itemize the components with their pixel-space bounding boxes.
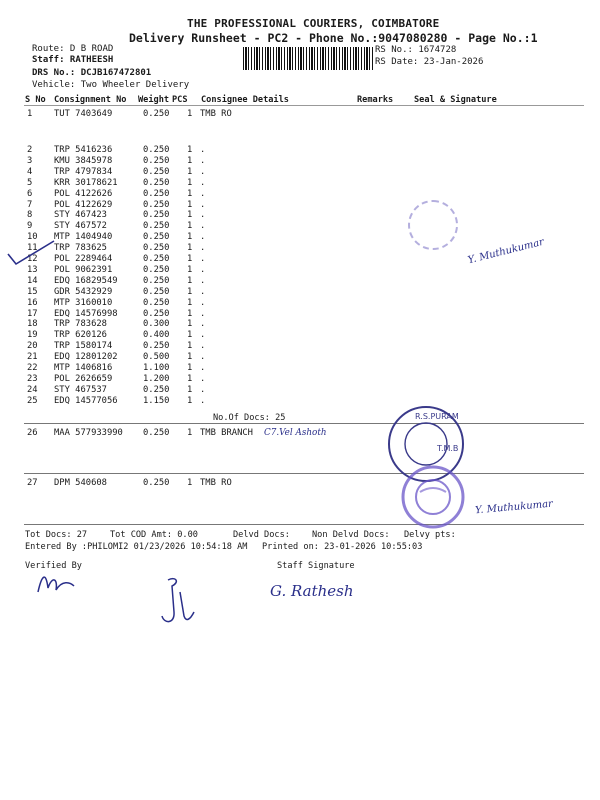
- table-row: [0, 167, 600, 178]
- row-pcs: 1: [187, 275, 193, 286]
- staff-label: Staff: RATHEESH: [32, 55, 114, 65]
- row-consignment: MTP 1406816: [54, 363, 113, 373]
- row-pcs: 1: [187, 199, 193, 210]
- row-details: .: [200, 210, 206, 221]
- row-pcs: 1: [187, 188, 193, 199]
- table-row: [0, 287, 600, 298]
- row-pcs: 1: [187, 319, 193, 330]
- header-rule: [24, 105, 584, 106]
- row-sno: 20: [27, 341, 38, 352]
- row-consignment: TRP 620126: [54, 330, 107, 341]
- row-weight: 0.250: [143, 243, 170, 254]
- row-weight: 0.250: [143, 254, 170, 264]
- table-row: [0, 330, 600, 341]
- table-row: [0, 363, 600, 374]
- row-details: .: [200, 384, 206, 395]
- table-row: [0, 319, 600, 330]
- row-sno: 26: [27, 428, 38, 438]
- row-pcs: 1: [187, 155, 193, 166]
- row-details: .: [200, 297, 206, 308]
- row-sno: 5: [27, 177, 33, 188]
- rs-date: RS Date: 23-Jan-2026: [375, 57, 484, 67]
- footer-rule: [24, 524, 584, 525]
- row-details: .: [200, 145, 206, 155]
- row-weight: 0.250: [143, 264, 170, 275]
- staff-signature: G. Rathesh: [270, 582, 354, 600]
- stamp-top-text: R.S.PURAM: [415, 412, 459, 421]
- row-pcs: 1: [187, 478, 193, 488]
- row-sno: 24: [27, 384, 38, 395]
- row-sno: 11: [27, 243, 38, 254]
- row-weight: 0.250: [143, 199, 170, 210]
- no-of-docs: No.Of Docs: 25: [213, 413, 286, 423]
- table-row: [0, 265, 600, 276]
- row-pcs: 1: [187, 395, 193, 406]
- col-sno: S No: [25, 95, 46, 105]
- row-weight: 0.250: [143, 221, 170, 232]
- barcode-image: [243, 47, 373, 70]
- table-row: [0, 298, 600, 309]
- table-row: [0, 221, 600, 232]
- row-details: .: [200, 188, 206, 199]
- row-weight: 0.250: [143, 308, 170, 319]
- row-weight: 0.250: [143, 109, 170, 119]
- row-details: .: [200, 177, 206, 188]
- row-weight: 1.100: [143, 363, 170, 373]
- row-pcs: 1: [187, 243, 193, 254]
- row-pcs: 1: [187, 373, 193, 384]
- row-consignment: POL 4122629: [54, 199, 113, 210]
- row-details: .: [200, 166, 206, 177]
- row-weight: 1.200: [143, 373, 170, 384]
- row-consignment: KMU 3845978: [54, 155, 113, 166]
- row-weight: 0.250: [143, 210, 170, 221]
- row-details: TMB RO: [200, 109, 232, 119]
- table-row: [0, 309, 600, 320]
- col-consignment: Consignment No: [54, 95, 127, 105]
- row-details: .: [200, 330, 206, 341]
- row-sno: 18: [27, 319, 38, 330]
- table-row: [0, 232, 600, 243]
- col-weight: Weight: [138, 95, 170, 105]
- row-details: .: [200, 363, 206, 373]
- row-consignment: MTP 1404940: [54, 232, 113, 243]
- row-consignment: EDQ 14577056: [54, 395, 118, 406]
- manager-signature-icon: [150, 572, 200, 632]
- table-row: [0, 352, 600, 363]
- tot-cod-amt: Tot COD Amt: 0.00: [110, 530, 198, 540]
- row-sno: 14: [27, 275, 38, 286]
- delivered-docs: Delvd Docs:: [233, 530, 290, 540]
- tick-mark-icon: [4, 238, 64, 268]
- row-consignment: POL 9062391: [54, 264, 113, 275]
- row-sno: 1: [27, 109, 33, 119]
- row-pcs: 1: [187, 254, 193, 264]
- section-rule-1: [24, 423, 584, 424]
- table-row: [0, 276, 600, 287]
- row-consignment: POL 2289464: [54, 254, 113, 264]
- company-title: THE PROFESSIONAL COURIERS, COIMBATORE: [187, 17, 440, 30]
- row-sno: 3: [27, 155, 33, 166]
- row-sno: 10: [27, 232, 38, 243]
- row-consignment: POL 2626659: [54, 373, 113, 384]
- row-weight: 0.250: [143, 177, 170, 188]
- table-row: [0, 341, 600, 352]
- row-pcs: 1: [187, 210, 193, 221]
- row-sno: 7: [27, 199, 33, 210]
- row-details: .: [200, 221, 206, 232]
- row-sno: 25: [27, 395, 38, 406]
- tot-docs: Tot Docs: 27: [25, 530, 88, 540]
- row-weight: 0.250: [143, 232, 170, 243]
- row-pcs: 1: [187, 264, 193, 275]
- row-details: .: [200, 199, 206, 210]
- row-details: TMB RO: [200, 478, 232, 488]
- row-sno: 8: [27, 210, 33, 221]
- section-rule-2: [24, 473, 584, 474]
- table-row: [0, 200, 600, 211]
- row-weight: 0.250: [143, 155, 170, 166]
- row-weight: 0.400: [143, 330, 170, 341]
- table-row: [0, 178, 600, 189]
- row-consignment: STY 467423: [54, 210, 107, 221]
- delivery-points: Delvy pts:: [404, 530, 456, 540]
- route-label: Route: D B ROAD: [32, 44, 114, 54]
- row-details: .: [200, 352, 206, 363]
- table-row: [0, 109, 600, 120]
- non-delivered-docs: Non Delvd Docs:: [312, 530, 390, 540]
- row-consignment: MAA 577933990: [54, 428, 123, 438]
- row-consignment: EDQ 12801202: [54, 352, 118, 363]
- stamp-side-text: T.M.B: [437, 444, 459, 453]
- row-sno: 13: [27, 264, 38, 275]
- row-sno: 21: [27, 352, 38, 363]
- row-sno: 4: [27, 166, 33, 177]
- row-details: .: [200, 243, 206, 254]
- table-row: [0, 145, 600, 156]
- row-sno: 2: [27, 145, 33, 155]
- row-weight: 0.250: [143, 166, 170, 177]
- row-consignment: POL 4122626: [54, 188, 113, 199]
- row-details: .: [200, 395, 206, 406]
- row-weight: 1.150: [143, 395, 170, 406]
- table-row: [0, 374, 600, 385]
- table-row: [0, 396, 600, 407]
- row-details: TMB BRANCH: [200, 428, 253, 438]
- row-sno: 19: [27, 330, 38, 341]
- row-pcs: 1: [187, 109, 193, 119]
- purple-seal-stamp: [398, 462, 468, 532]
- row-pcs: 1: [187, 428, 193, 438]
- row-pcs: 1: [187, 221, 193, 232]
- row-details: .: [200, 264, 206, 275]
- row-sno: 27: [27, 478, 38, 488]
- row-consignment: GDR 5432929: [54, 286, 113, 297]
- row-weight: 0.250: [143, 286, 170, 297]
- col-remarks: Remarks: [357, 95, 394, 105]
- row-weight: 0.250: [143, 428, 170, 438]
- row-sno: 12: [27, 254, 38, 264]
- col-seal-signature: Seal & Signature: [414, 95, 497, 105]
- row-details: .: [200, 254, 206, 264]
- row-consignment: TUT 7403649: [54, 109, 113, 119]
- row-pcs: 1: [187, 177, 193, 188]
- verified-by-label: Verified By: [25, 561, 82, 571]
- rs-number: RS No.: 1674728: [375, 45, 457, 55]
- recipient-signature-1: Y. Muthukumar: [466, 236, 546, 267]
- row-pcs: 1: [187, 330, 193, 341]
- row-pcs: 1: [187, 384, 193, 395]
- table-row: [0, 428, 600, 439]
- table-row: [0, 385, 600, 396]
- row-pcs: 1: [187, 352, 193, 363]
- row-sno: 6: [27, 188, 33, 199]
- row-consignment: EDQ 14576998: [54, 308, 118, 319]
- row-pcs: 1: [187, 232, 193, 243]
- staff-signature-label: Staff Signature: [277, 561, 355, 571]
- row-pcs: 1: [187, 297, 193, 308]
- col-details: Consignee Details: [201, 95, 289, 105]
- row-weight: 0.250: [143, 478, 170, 488]
- table-row: [0, 156, 600, 167]
- recipient-signature-2: Y. Muthukumar: [474, 498, 554, 517]
- row-weight: 0.300: [143, 319, 170, 330]
- row-details: .: [200, 155, 206, 166]
- row-consignment: KRR 30178621: [54, 177, 118, 188]
- row-consignment: TRP 4797834: [54, 166, 113, 177]
- col-pcs: PCS: [172, 95, 188, 105]
- entered-by: Entered By :PHILOMI2 01/23/2026 10:54:18 AM: [25, 542, 248, 552]
- row-pcs: 1: [187, 363, 193, 373]
- row-weight: 0.250: [143, 384, 170, 395]
- row-details: .: [200, 308, 206, 319]
- row-weight: 0.250: [143, 275, 170, 286]
- row-consignment: EDQ 16829549: [54, 275, 118, 286]
- row-sno: 16: [27, 297, 38, 308]
- table-row: [0, 478, 600, 489]
- printed-on: Printed on: 23-01-2026 10:55:03: [262, 542, 423, 552]
- row-consignment: DPM 540608: [54, 478, 107, 488]
- verifier-signature-icon: [30, 566, 78, 598]
- row-consignment: STY 467572: [54, 221, 107, 232]
- row-consignment: TRP 1580174: [54, 341, 113, 352]
- row-details: .: [200, 319, 206, 330]
- drs-number: DRS No.: DCJB167472801: [32, 68, 152, 78]
- runsheet-subtitle: Delivery Runsheet - PC2 - Phone No.:9047080280 - Page No.:1: [129, 31, 538, 45]
- row-weight: 0.250: [143, 188, 170, 199]
- row-details: .: [200, 232, 206, 243]
- row-weight: 0.250: [143, 341, 170, 352]
- row-pcs: 1: [187, 166, 193, 177]
- row-consignment: MTP 3160010: [54, 297, 113, 308]
- table-row: [0, 189, 600, 200]
- row-sno: 9: [27, 221, 33, 232]
- row-weight: 0.500: [143, 352, 170, 363]
- row-sno: 22: [27, 363, 38, 373]
- row-details: .: [200, 286, 206, 297]
- row-pcs: 1: [187, 286, 193, 297]
- row-weight: 0.250: [143, 145, 170, 155]
- row-sno: 15: [27, 286, 38, 297]
- faint-stamp: [408, 200, 458, 250]
- row-consignment: STY 467537: [54, 384, 107, 395]
- row-sno: 17: [27, 308, 38, 319]
- row-weight: 0.250: [143, 297, 170, 308]
- table-row: [0, 210, 600, 221]
- row-pcs: 1: [187, 308, 193, 319]
- row-pcs: 1: [187, 341, 193, 352]
- row-consignment: TRP 783628: [54, 319, 107, 330]
- row-sno: 23: [27, 373, 38, 384]
- row-pcs: 1: [187, 145, 193, 155]
- vehicle-label: Vehicle: Two Wheeler Delivery: [32, 80, 190, 90]
- row-details: .: [200, 373, 206, 384]
- row-details: .: [200, 341, 206, 352]
- row-details: .: [200, 275, 206, 286]
- row-consignment: TRP 783625: [54, 243, 107, 254]
- row-remarks: C7.Vel Ashoth: [264, 428, 327, 438]
- row-consignment: TRP 5416236: [54, 145, 113, 155]
